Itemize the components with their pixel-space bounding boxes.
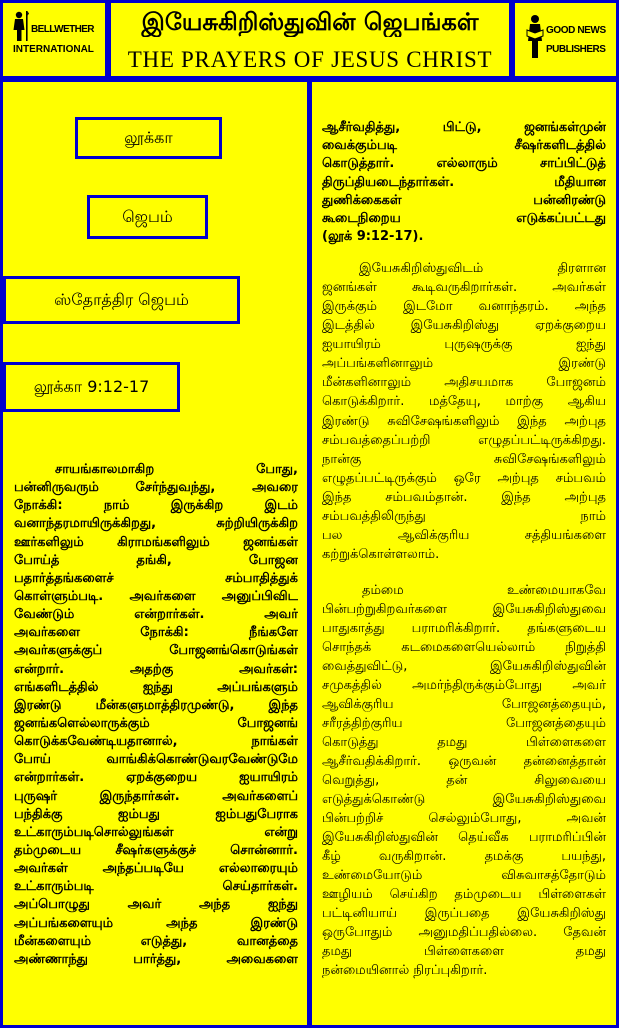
commentary-line: வெறுத்து, தன் சிலுவையை [322, 772, 606, 788]
scripture-line: உட்காரும்படிசொல்லுங்கள் என்று [14, 824, 298, 840]
commentary-line: எடுத்துக்கொண்டு இயேசுகிறிஸ்துவை [322, 792, 606, 808]
commentary-line: நன்மையினால் நிரப்புகிறார். [322, 963, 488, 979]
bellwether-logo-line2: INTERNATIONAL [13, 44, 94, 55]
book-label: லூக்கா [124, 128, 173, 147]
scripture-line: நோக்கி: நாம் இருக்கிற இடம் [14, 498, 298, 514]
commentary-line: இடத்தில் இயேசுகிறிஸ்து ஏறக்குறைய [322, 317, 606, 333]
commentary-line: பட்டினியாய் இருப்பதை இயேசுகிறிஸ்து [322, 906, 606, 922]
commentary-line: கீழ் வருகிறான். தமக்கு பயந்து, [322, 849, 606, 865]
commentary-line: கொடுக்கிறார். மத்தேயு, மாற்கு ஆகிய [322, 394, 606, 410]
scripture-line: இரண்டு மீன்களுமாத்திரமுண்டு, இந்த [14, 697, 298, 713]
scripture-passage [14, 461, 298, 969]
bellwether-logo-line1: BELLWETHER [31, 24, 94, 35]
scripture-line: வைக்கும்படி சீஷர்களிடத்தில் [322, 138, 606, 154]
commentary-line: பின்பற்றிச் செல்லும்போது, அவன் [322, 811, 606, 827]
commentary-line: இந்த சம்பவம்தான். இந்த அற்புத [322, 490, 606, 505]
commentary-line: ஆசீர்வதிக்கிறார். ஒருவன் தன்னைத்தான் [322, 753, 606, 769]
commentary-line: பல ஆவிக்குரிய சத்தியங்களை [322, 528, 606, 544]
scripture-line: மீன்களையும் எடுத்து, வானத்தை [14, 933, 298, 949]
commentary-line: வைத்துவிட்டு, இயேசுகிறிஸ்துவின் [322, 658, 606, 674]
commentary-line: உண்மையோடும் விசுவாசத்தோடும் [322, 868, 606, 884]
scripture-line: போய்த் தங்கி, போஜன [14, 552, 298, 568]
commentary-line: ஜனங்கள் கூடிவருகிறார்கள். அவர்கள் [322, 279, 606, 295]
commentary-line: ஐயாயிரம் புருஷருக்கு ஐந்து [322, 337, 606, 352]
scripture-line: போய் வாங்கிக்கொண்டுவரவேண்டுமே [14, 752, 298, 768]
scripture-line: அண்ணாந்து பார்த்து, அவைகளை [14, 951, 298, 967]
section-label-box [87, 195, 208, 239]
scripture-line: என்றார்கள். ஏறக்குறைய ஐயாயிரம் [14, 770, 298, 786]
commentary-line: அப்பங்களினாலும் இரண்டு [322, 356, 606, 372]
page-title-english: THE PRAYERS OF JESUS CHRIST [127, 47, 493, 72]
bellwether-figure-icon [12, 10, 29, 42]
commentary-line: சம்பவத்தைப்பற்றி எழுதப்பட்டிருக்கிறது. [322, 432, 606, 448]
scripture-line: திருப்தியடைந்தார்கள். மீதியான [322, 174, 606, 190]
scripture-line: பதார்த்தங்களைச் சம்பாதித்துக் [14, 570, 298, 586]
scripture-line: ஊர்களிலும் கிராமங்களிலும் ஜனங்கள் [14, 534, 298, 550]
commentary-line: இருக்கும் இடமோ வனாந்தரம். அந்த [322, 298, 606, 314]
scripture-line: பன்னிருவரும் சேர்ந்துவந்து, அவரை [14, 480, 298, 496]
prayer-type-label-box [3, 276, 240, 324]
good-news-logo-line2: PUBLISHERS [546, 44, 606, 55]
commentary-line: எழுதப்பட்டிருக்கும் ஒரே அற்புத சம்பவம் [322, 470, 606, 486]
commentary-line: பாதுகாத்து பராமரிக்கிறார். தங்களுடைய [322, 620, 606, 636]
commentary-paragraph [322, 259, 606, 565]
scripture-line: கொடுத்தார். எல்லாரும் சாப்பிட்டுத் [322, 156, 606, 172]
scripture-line: அப்பொழுது அவர் அந்த ஐந்து [14, 897, 298, 913]
scripture-line: அவர்கள் அந்தப்படியே எல்லாரையும் [14, 861, 298, 877]
scripture-line: துணிக்கைகள் பன்னிரண்டு [322, 192, 606, 208]
scripture-line: அவர்களுக்குப் போஜனங்கொடுங்கள் [14, 643, 298, 659]
title-banner [108, 0, 512, 79]
commentary-line: ஒருபோதும் அனுமதிப்பதில்லை. தேவன் [322, 925, 606, 941]
scripture-line: பந்திக்கு ஐம்பது ஐம்பதுபேராக [14, 806, 298, 822]
scripture-line: அவர்களை நோக்கி: நீங்களே [14, 625, 298, 641]
prayer-type-label: ஸ்தோத்திர ஜெபம் [54, 290, 189, 309]
reference-label: லூக்கா 9:12-17 [33, 377, 150, 396]
section-label: ஜெபம் [122, 207, 173, 226]
bellwether-logo [0, 0, 108, 79]
commentary-line: இரண்டு சுவிசேஷங்களிலும் இந்த அற்புத [322, 413, 606, 429]
commentary-line: ஊழியம் செய்கிற தம்முடைய பிள்ளைகள் [322, 887, 606, 903]
commentary-line: சொந்தக் கடமைகளையெல்லாம் நிறுத்தி [322, 639, 606, 655]
commentary-line: இயேசுகிறிஸ்துவிடம் திரளான [359, 260, 606, 276]
scripture-line: எங்களிடத்தில் ஐந்து அப்பங்களும் [14, 679, 298, 695]
scripture-line: என்றார். அதற்கு அவர்கள்: [14, 661, 298, 677]
good-news-logo-line1: GOOD NEWS [546, 25, 606, 36]
scripture-line: (லூக் 9:12-17). [322, 229, 424, 245]
scripture-line: உட்காரும்படி செய்தார்கள். [14, 879, 298, 895]
scripture-passage-continued [322, 119, 606, 246]
commentary-line: இயேசுகிறிஸ்துவின் தெய்வீக பராமரிப்பின் [322, 830, 606, 846]
commentary-line: தமது பிள்ளைகளை தமது [322, 944, 606, 960]
scripture-line: கூடைநிறைய எடுக்கப்பட்டது [322, 210, 606, 226]
scripture-line: சாயங்காலமாகிற போது, [55, 462, 298, 477]
book-label-box [75, 117, 222, 159]
commentary-line: கற்றுக்கொள்ளலாம். [322, 547, 440, 563]
good-news-logo [512, 0, 619, 79]
commentary-line: சமுகத்தில் அமர்ந்திருக்கும்போது அவர் [322, 677, 606, 693]
scripture-line: ஆசீர்வதித்து, பிட்டு, ஜனங்கள்முன் [322, 120, 606, 135]
reference-label-box [3, 362, 180, 412]
commentary-line: நான்கு சுவிசேஷங்களிலும் [322, 451, 606, 467]
scripture-line: கொடுக்கவேண்டியதானால், நாங்கள் [14, 734, 298, 750]
commentary-paragraph [322, 581, 606, 981]
page-title-tamil: இயேசுகிறிஸ்துவின் ஜெபங்கள் [141, 8, 479, 36]
commentary-line: ஆவிக்குரிய போஜனத்தையும், [322, 696, 606, 712]
commentary-line: சரீரத்திற்குரிய போஜனத்தையும் [322, 715, 606, 731]
good-news-figure-icon [525, 13, 545, 59]
scripture-line: கொள்ளும்படி. அவர்களை அனுப்பிவிட [14, 588, 298, 604]
scripture-line: அப்பங்களையும் அந்த இரண்டு [14, 915, 298, 931]
scripture-line: வனாந்தரமாயிருக்கிறது, சுற்றியிருக்கிற [14, 516, 298, 532]
scripture-line: ஜனங்களெல்லாருக்கும் போஜனங் [14, 715, 298, 731]
scripture-line: வேண்டும் என்றார்கள். அவர் [14, 607, 298, 623]
commentary-line: மீன்களினாலும் அதிசயமாக போஜனம் [322, 375, 606, 391]
commentary-line: கொடுத்து தமது பிள்ளைகளை [322, 734, 606, 750]
commentary-line: சம்பவத்திலிருந்து நாம் [322, 509, 606, 525]
commentary-line: பின்பற்றுகிறவர்களை இயேசுகிறிஸ்துவை [322, 601, 606, 617]
scripture-line: புருஷர் இருந்தார்கள். அவர்களைப் [14, 788, 298, 804]
scripture-line: தம்முடைய சீஷர்களுக்குச் சொன்னார். [14, 842, 298, 858]
commentary-line: தம்மை உண்மையாகவே [362, 582, 606, 598]
